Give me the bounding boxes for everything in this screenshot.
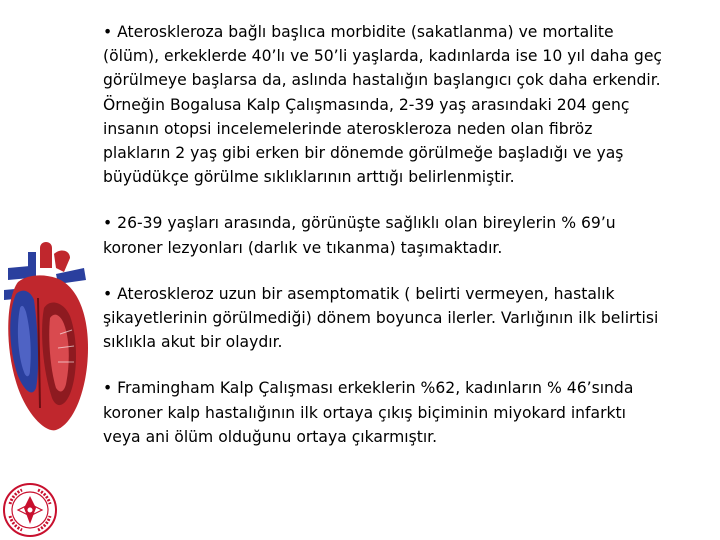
- bullet-paragraph-asymptomatic-period: • Ateroskleroz uzun bir asemptomatik ( belirti vermeyen, hastalık şikayetlerinin görülmediği) dönem boyunca ilerler. Varlığının ilk belirtisi sıklıkla akut bir olaydır.: [103, 284, 659, 352]
- bullet-paragraph-framingham-study: • Framingham Kalp Çalışması erkeklerin %62, kadınların % 46’sında koroner kalp hastalığının ilk ortaya çıkış biçiminin miyokard infarktı veya ani ölüm olduğunu ortaya çıkarmıştır.: [103, 379, 634, 446]
- university-seal-logo: [2, 482, 58, 538]
- bullet-text-block: [103, 20, 663, 449]
- anatomical-heart-icon: [0, 238, 92, 438]
- bullet-paragraph-coronary-lesions: • 26-39 yaşları arasında, görünüşte sağlıklı olan bireylerin % 69’u koroner lezyonları (darlık ve tıkanma) taşımaktadır.: [103, 214, 616, 257]
- bullet-paragraph-atherosclerosis-onset: • Ateroskleroza bağlı başlıca morbidite (sakatlanma) ve mortalite (ölüm), erkeklerde 40’lı ve 50’li yaşlarda, kadınlarda ise 10 yıl daha geç görülmeye başlarsa da, aslında hastalığın başlangıcı çok daha erkendir. Örneğin Bogalusa Kalp Çalışmasında, 2-39 yaş arasındaki 204 genç insanın otopsi incelemelerinde ateroskleroza neden olan fibröz plakların 2 yaş gibi erken bir dönemde görülmeğe başladığı ve yaş büyüdükçe görülme sıklıklarının arttığı belirlenmiştir.: [103, 23, 662, 187]
